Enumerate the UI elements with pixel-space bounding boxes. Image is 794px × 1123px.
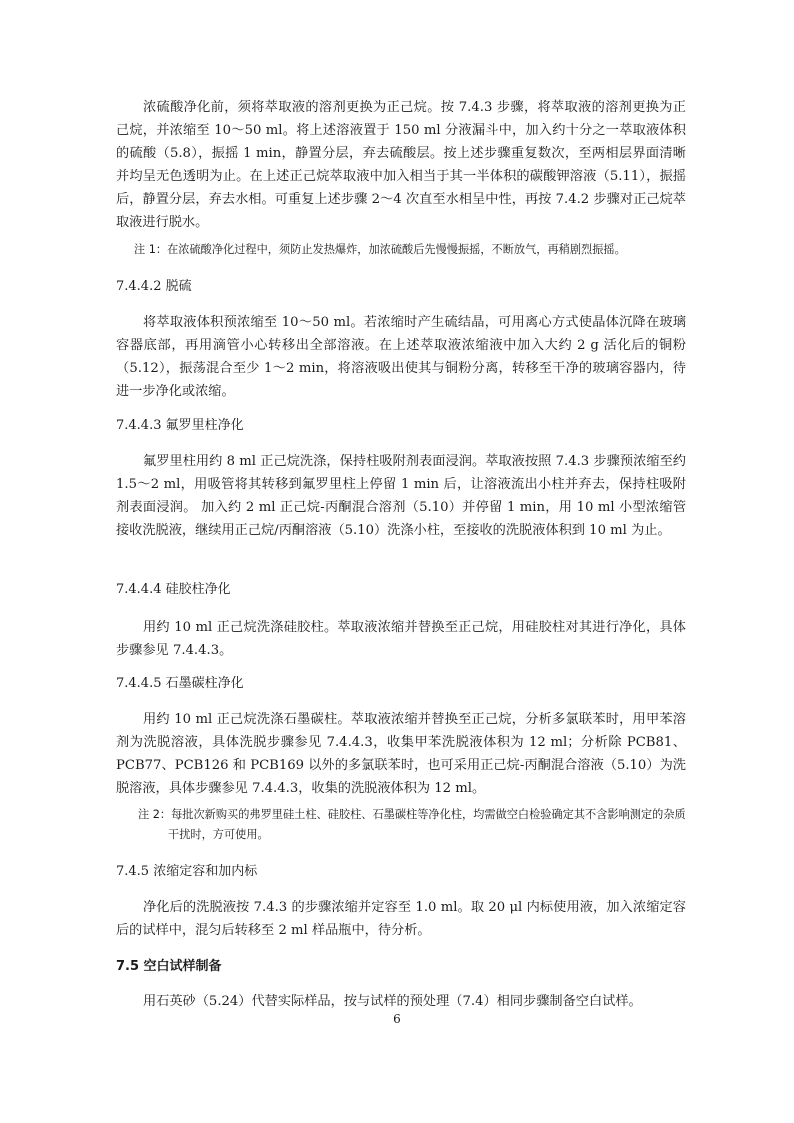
paragraph-blank-sample — [116, 990, 686, 1013]
paragraph-text: 氟罗里柱用约 8 ml 正己烷洗涤，保持柱吸附剂表面浸润。萃取液按照 7.4.3 步骤预浓缩至约 1.5～2 ml，用吸管将其转移到氟罗里柱上停留 1 min 后，让溶液流出小柱并弃去，保持柱吸附剂表面浸润。 加入约 2 ml 正己烷-丙酮混合溶剂（5.10）并停留 1 min，用 10 ml 小型浓缩管接收洗脱液，继续用正己烷/丙酮溶液（5.10）洗涤小柱，至接收的洗脱液体积到 10 ml 为止。 — [116, 454, 686, 538]
section-heading-7-4-4-3 — [116, 416, 686, 436]
paragraph-text: 净化后的洗脱液按 7.4.3 的步骤浓缩并定容至 1.0 ml。取 20 μl 内标使用液，加入浓缩定容后的试样中，混匀后转移至 2 ml 样品瓶中，待分析。 — [116, 900, 686, 938]
paragraph-text: 浓硫酸净化前，须将萃取液的溶剂更换为正己烷。按 7.4.3 步骤，将萃取液的溶剂更换为正己烷，并浓缩至 10～50 ml。将上述溶液置于 150 ml 分液漏斗中，加入约十分之一萃取液体积的硫酸（5.8），振摇 1 min，静置分层，弃去硫酸层。按上述步骤重复数次，至两相层界面清晰并均呈无色透明为止。在上述正己烷萃取液中加入相当于其一半体积的碳酸钾溶液（5.11），振摇后，静置分层，弃去水相。可重复上述步骤 2～4 次直至水相呈中性，再按 7.4.2 步骤对正己烷萃取液进行脱水。 — [116, 100, 686, 230]
heading-text: 7.4.4.2 脱硫 — [116, 279, 192, 294]
paragraph-sulfuric-acid-cleanup — [116, 96, 686, 234]
paragraph-text: 将萃取液体积预浓缩至 10～50 ml。若浓缩时产生硫结晶，可用离心方式使晶体沉降在玻璃容器底部，再用滴管小心转移出全部溶液。在上述萃取液浓缩液中加入大约 2 g 活化后的铜粉（5.12），振荡混合至少 1～2 min，将溶液吸出使其与铜粉分离，转移至干净的玻璃容器内，待进一步净化或浓缩。 — [116, 315, 686, 399]
note-text: 每批次新购买的弗罗里硅土柱、硅胶柱、石墨碳柱等净化柱，均需做空白检验确定其不含影响测定的杂质干扰时，方可使用。 — [168, 808, 686, 841]
paragraph-text: 用石英砂（5.24）代替实际样品，按与试样的预处理（7.4）相同步骤制备空白试样。 — [143, 994, 642, 1009]
note-1 — [134, 240, 694, 260]
note-label: 注 1： — [134, 243, 168, 256]
note-2 — [116, 805, 694, 845]
section-heading-7-4-4-4 — [116, 580, 686, 600]
section-heading-7-4-5 — [116, 862, 686, 882]
note-text: 在浓硫酸净化过程中，须防止发热爆炸，加浓硫酸后先慢慢振摇，不断放气，再稍剧烈振摇。 — [167, 243, 626, 256]
section-heading-7-4-4-2 — [116, 277, 686, 297]
paragraph-text: 用约 10 ml 正己烷洗涤硅胶柱。萃取液浓缩并替换至正己烷，用硅胶柱对其进行净化，具体步骤参见 7.4.4.3。 — [116, 620, 686, 658]
section-heading-7-4-4-5 — [116, 674, 686, 694]
heading-text: 7.5 空白试样制备 — [116, 959, 222, 974]
paragraph-silica-cleanup — [116, 616, 686, 662]
paragraph-desulfurization — [116, 311, 686, 403]
section-heading-7-5 — [116, 957, 686, 977]
heading-text: 7.4.4.4 硅胶柱净化 — [116, 582, 231, 597]
paragraph-text: 用约 10 ml 正己烷洗涤石墨碳柱。萃取液浓缩并替换至正己烷，分析多氯联苯时，用甲苯溶剂为洗脱溶液，具体洗脱步骤参见 7.4.4.3，收集甲苯洗脱液体积为 12 ml；分析除 PCB81、PCB77、PCB126 和 PCB169 以外的多氯联苯时，也可采用正己烷-丙酮混合溶液（5.10）为洗脱溶液，具体步骤参见 7.4.4.3，收集的洗脱液体积为 12 ml。 — [116, 712, 686, 796]
page-number: 6 — [393, 1012, 401, 1026]
heading-text: 7.4.4.3 氟罗里柱净化 — [116, 418, 244, 433]
paragraph-graphite-cleanup — [116, 708, 686, 800]
note-label: 注 2： — [138, 808, 172, 821]
paragraph-florisil-cleanup — [116, 450, 686, 542]
heading-text: 7.4.5 浓缩定容和加内标 — [116, 864, 258, 879]
heading-text: 7.4.4.5 石墨碳柱净化 — [116, 676, 244, 691]
paragraph-concentration — [116, 896, 686, 942]
